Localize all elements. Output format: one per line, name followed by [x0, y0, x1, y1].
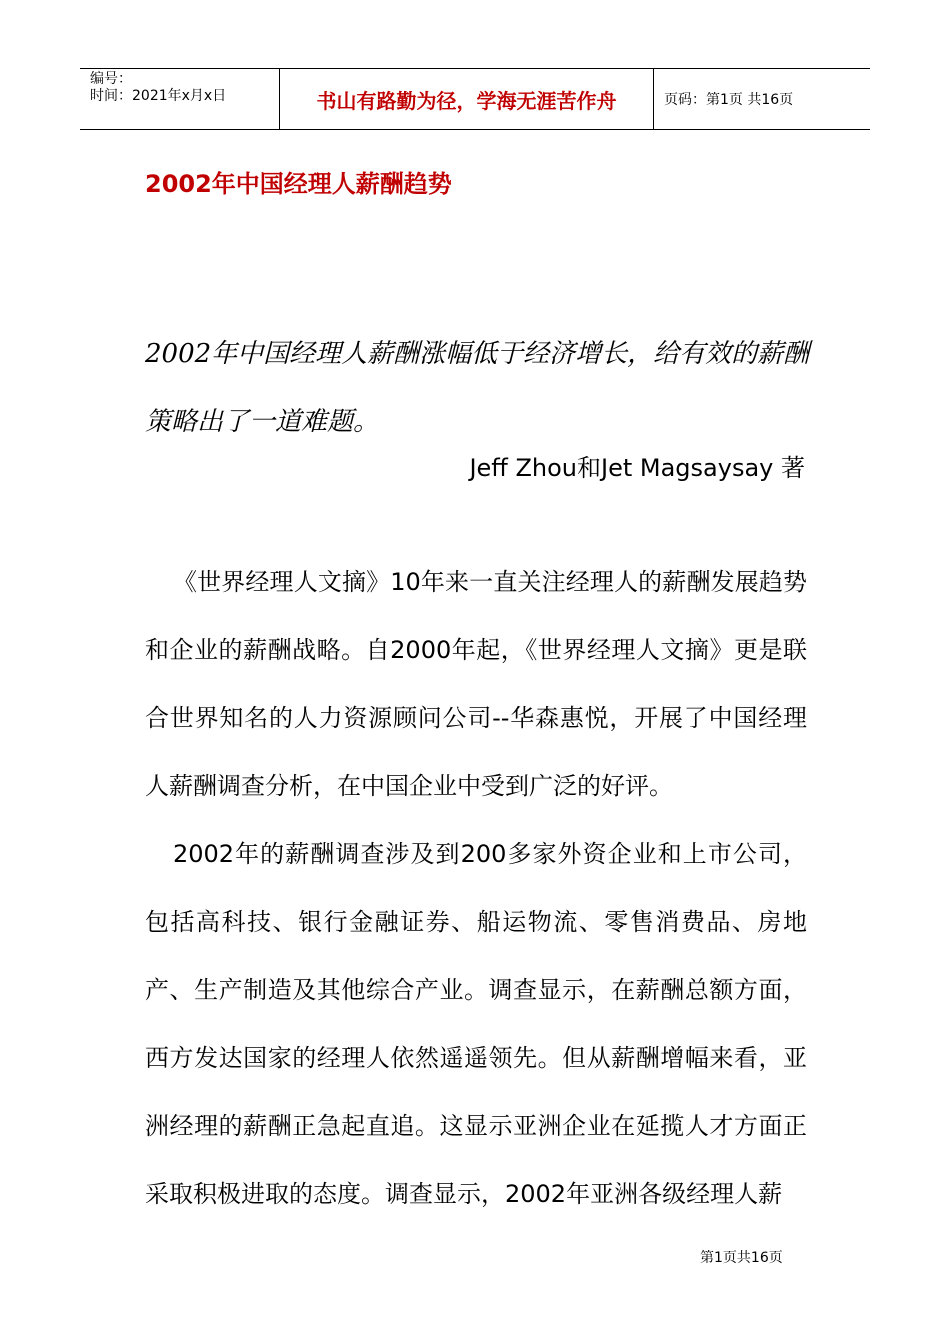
body-paragraph: 《世界经理人文摘》10年来一直关注经理人的薪酬发展趋势和企业的薪酬战略。自2000年起，《世界经理人文摘》更是联合世界知名的人力资源顾问公司--华森惠悦，开展了中国经理人薪酬调查分析，在中国企业中受到广泛的好评。: [145, 568, 807, 800]
body-paragraph: 2002年的薪酬调查涉及到200多家外资企业和上市公司，包括高科技、银行金融证券、船运物流、零售消费品、房地产、生产制造及其他综合产业。调查显示，在薪酬总额方面，西方发达国家的经理人依然遥遥领先。但从薪酬增幅来看，亚洲经理的薪酬正急起直追。这显示亚洲企业在延揽人才方面正采取积极进取的态度。调查显示，2002年亚洲各级经理人薪: [145, 840, 807, 1208]
header-page-info: 页码：第1页 共16页: [664, 92, 794, 108]
document-author: Jeff Zhou和Jet Magsaysay 著: [469, 454, 805, 482]
header-meta: [80, 69, 280, 129]
number-label: 编号：: [90, 71, 132, 87]
page-footer: 第1页共16页: [700, 1250, 783, 1266]
page-header: [80, 68, 870, 130]
header-motto: 书山有路勤为径，学海无涯苦作舟: [280, 69, 654, 129]
time-label: 时间：2021年x月x日: [90, 88, 227, 104]
document-subtitle: 2002年中国经理人薪酬涨幅低于经济增长，给有效的薪酬策略出了一道难题。: [145, 339, 810, 437]
document-title: 2002年中国经理人薪酬趋势: [145, 170, 452, 198]
